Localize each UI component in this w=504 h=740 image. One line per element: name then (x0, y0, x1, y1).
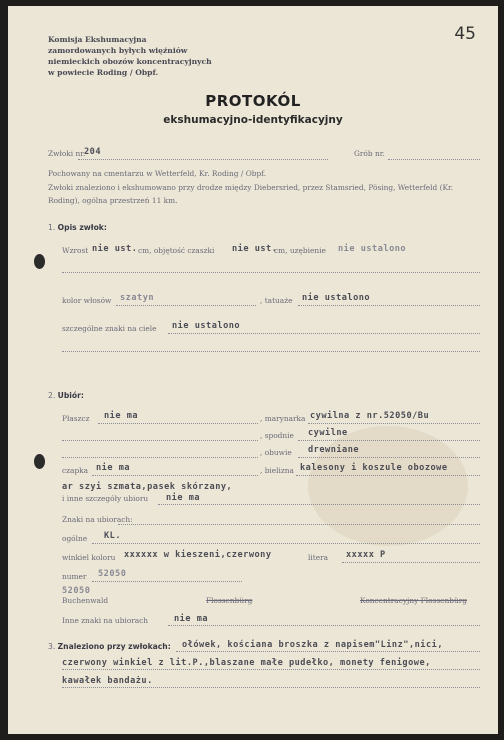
burial-place-text: Pochowany na cmentarzu w Wetterfeld, Kr. Roding / Obpf. (48, 169, 267, 178)
found-location-line2: Roding), ogólna przestrzeń 11 km. (48, 196, 178, 205)
cap-value: nie ma (96, 463, 131, 473)
dotted-line (78, 159, 328, 160)
page-number: 45 (454, 24, 476, 44)
tattoo-value: nie ustalono (302, 293, 371, 303)
punch-hole-top (34, 254, 45, 269)
number-label: numer (62, 572, 87, 581)
org-line: w powiecie Roding / Obpf. (48, 68, 159, 77)
shoes-label: , obuwie (260, 448, 292, 457)
other-clothing-value: nie ma (166, 493, 201, 503)
hair-color-value: szatyn (120, 293, 155, 303)
remains-number-value: 204 (84, 147, 102, 157)
dotted-line (388, 159, 480, 160)
section-body-description: 1. Opis zwłok: (48, 223, 107, 232)
general-value: KL. (104, 531, 122, 541)
dotted-line (168, 333, 480, 334)
hair-color-label: kolor włosów (62, 296, 112, 305)
other-clothing-typed: ar szyi szmata,pasek skórzany, (62, 482, 233, 492)
org-line: zamordowanych byłych więźniów (48, 46, 188, 55)
shoes-value: drewniane (308, 445, 360, 455)
number-value: 52050 (98, 569, 127, 579)
dotted-line (176, 651, 480, 652)
skull-volume-label: cm, objętość czaszki (138, 246, 215, 255)
tattoo-label: , tatuaże (260, 296, 293, 305)
underwear-value: kalesony i koszule obozowe (300, 463, 448, 473)
trousers-value: cywilne (308, 428, 348, 438)
camp-label: Buchenwald (62, 596, 109, 605)
items-found-line3: kawałek bandażu. (62, 676, 153, 686)
struck-camp-name-1: Flossenbürg (206, 596, 253, 605)
found-location-line1: Zwłoki znaleziono i ekshumowano przy drodze między Diebersried, przez Stamsried, Pösing, Wetterfeld (Kr. (48, 183, 454, 192)
trousers-label: , spodnie (260, 431, 294, 440)
special-marks-label: szczególne znaki na ciele (62, 324, 157, 333)
skull-volume-value: nie ust. (232, 244, 278, 254)
struck-camp-name-2: Koncentracyjny Flossenbürg (360, 596, 468, 605)
section-clothing: 2. Ubiór: (48, 391, 84, 400)
number-value-repeat: 52050 (62, 586, 91, 596)
dotted-line (298, 305, 480, 306)
cap-label: czapka (62, 466, 89, 475)
document-subtitle: ekshumacyjno-identyfikacyjny (163, 114, 343, 126)
coat-label: Płaszcz (62, 414, 90, 423)
dotted-line (298, 457, 480, 458)
letter-value: xxxxx P (346, 550, 386, 560)
letter-label: litera (308, 553, 329, 562)
other-clothing-label: i inne szczegóły ubioru (62, 494, 149, 503)
paper-stain (308, 426, 468, 546)
commission-header (48, 34, 212, 78)
items-found-line1: ołówek, kościana broszka z napisem"Linz",nici, (182, 640, 443, 650)
dotted-line (62, 687, 480, 688)
triangle-color-value: xxxxxx w kieszeni,czerwony (124, 550, 272, 560)
org-line: niemieckich obozów koncentracyjnych (48, 57, 212, 66)
dotted-line (296, 475, 480, 476)
dotted-line (98, 423, 258, 424)
dotted-line (168, 625, 480, 626)
dotted-line (298, 440, 480, 441)
section-items-found: 3. Znaleziono przy zwłokach: (48, 642, 171, 651)
dotted-line (62, 440, 258, 441)
dotted-line (92, 475, 258, 476)
underwear-label: , bielizna (260, 466, 294, 475)
document-title: PROTOKÓL (205, 92, 301, 110)
dotted-line (62, 669, 480, 670)
dotted-line (62, 351, 480, 352)
dotted-line (92, 543, 480, 544)
jacket-label: , marynarka (260, 414, 306, 423)
punch-hole-bottom (34, 454, 45, 469)
other-marks-value: nie ma (174, 614, 209, 624)
triangle-color-label: winkiel koloru (62, 553, 116, 562)
protocol-page (8, 6, 498, 734)
other-marks-label: Inne znaki na ubiorach (62, 616, 149, 625)
dotted-line (62, 272, 480, 273)
teeth-value: nie ustalono (338, 244, 407, 254)
teeth-label: cm, uzębienie (274, 246, 326, 255)
items-found-line2: czerwony winkiel z lit.P.,blaszane małe pudełko, monety fenigowe, (62, 658, 431, 668)
height-value: nie ust. (92, 244, 138, 254)
general-label: ogólne (62, 534, 88, 543)
remains-number-label: Zwłoki nr. (48, 149, 86, 158)
dotted-line (62, 457, 258, 458)
marks-on-clothing-label: Znaki na ubiorach: (62, 515, 133, 524)
dotted-line (92, 581, 242, 582)
special-marks-value: nie ustalono (172, 321, 241, 331)
grave-number-label: Grób nr. (354, 149, 385, 158)
org-line: Komisja Ekshumacyjna (48, 35, 147, 44)
dotted-line (342, 562, 480, 563)
dotted-line (308, 423, 480, 424)
coat-value: nie ma (104, 411, 139, 421)
dotted-line (116, 305, 256, 306)
height-label: Wzrost (62, 246, 89, 255)
dotted-line (158, 504, 480, 505)
jacket-value: cywilna z nr.52050/Bu (310, 411, 430, 421)
dotted-line (118, 524, 480, 525)
